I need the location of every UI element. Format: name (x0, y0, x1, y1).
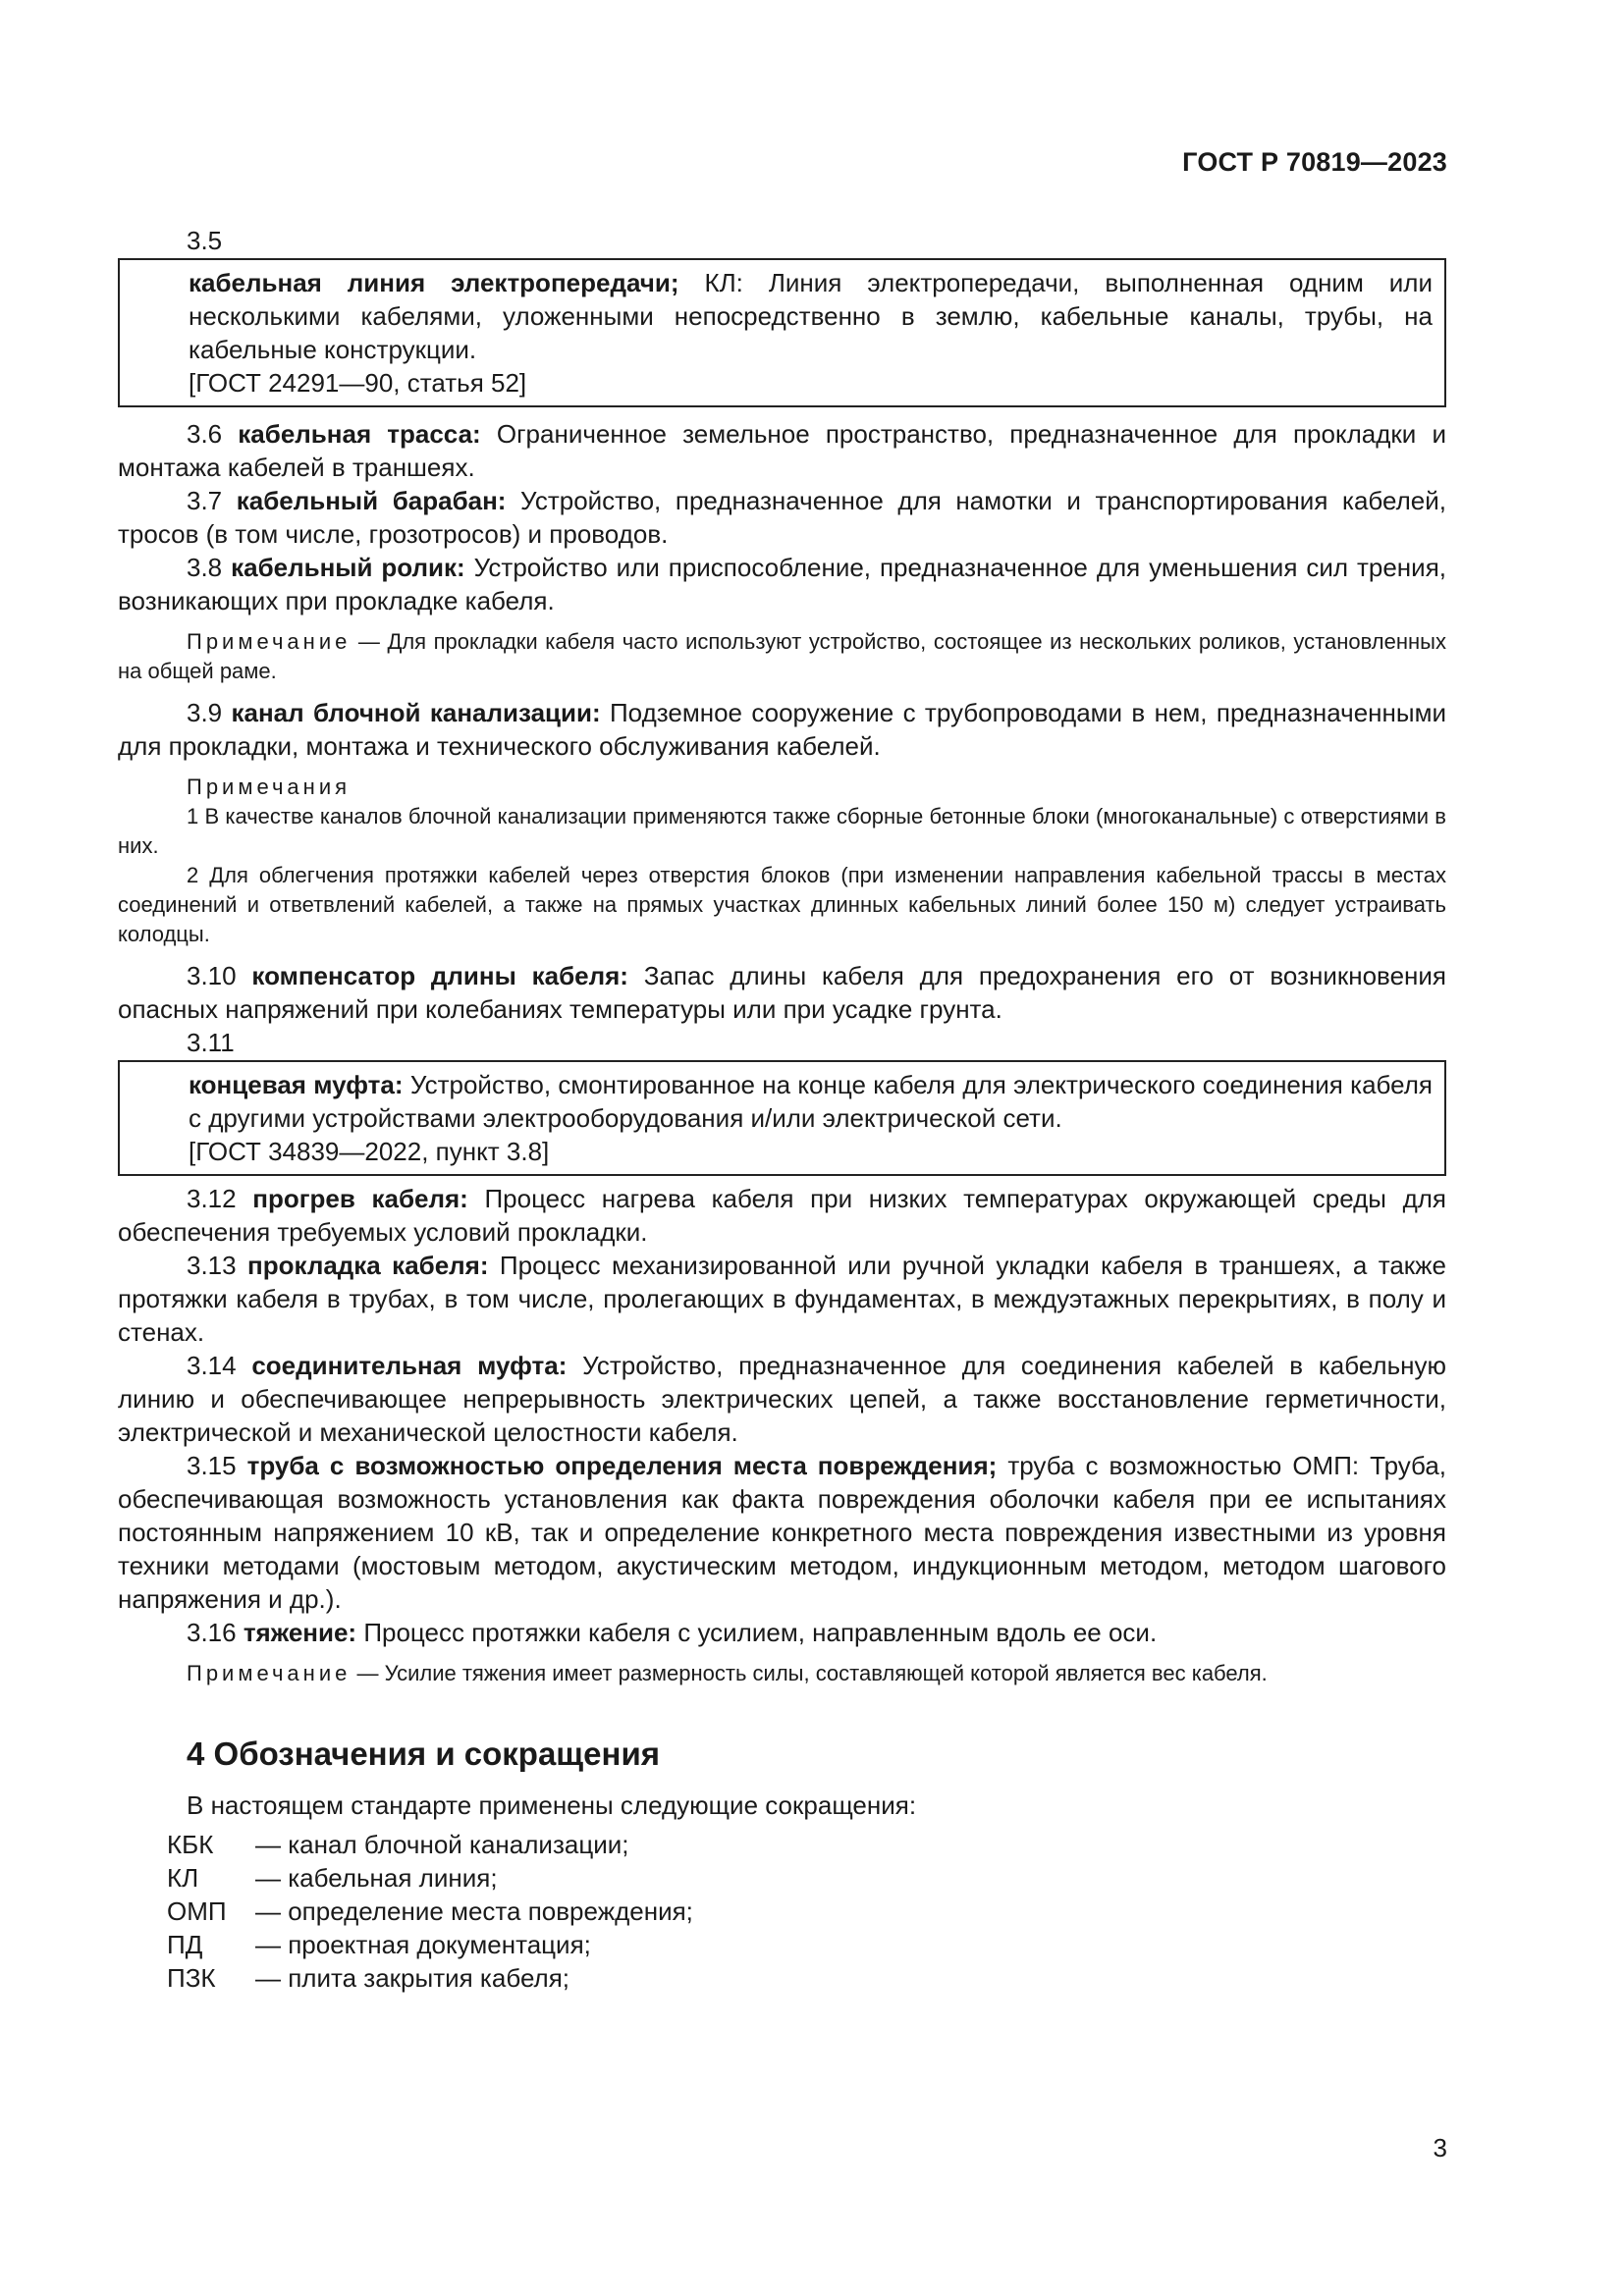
term-definition (118, 484, 1446, 551)
abbreviation-item (118, 1928, 1446, 1961)
note-item: 2 Для облегчения протяжки кабелей через отверстия блоков (при изменении направления кабельной трассы в местах соединений и ответвлений кабелей, а также на прямых участках длинных кабельных линий более 150 м) следует устраивать колодцы. (118, 863, 1446, 946)
definition-text: труба с возможностью ОМП: Труба, обеспечивающая возможность установления как факта повреждения оболочки кабеля при ее испытаниях постоянным напряжением 10 кВ, так и определение конкретного места повреждения известными из уровня техники методами (мостовым методом, акустическим методом, индукционным методом, методом шагового напряжения и др.). (118, 1451, 1447, 1614)
abbreviation-code: ПЗК (167, 1963, 216, 1993)
term-name: кабельный барабан: (236, 486, 507, 515)
notes-label: Примечания (187, 774, 352, 799)
definition-text: Устройство, предназначенное для соединения кабелей в кабельную линию и обеспечивающее непрерывность электрических цепей, а также восстановление герметичности, электрической и механической целостности кабеля. (118, 1351, 1446, 1447)
term-definition (118, 1616, 1446, 1649)
abbreviation-item (118, 1895, 1446, 1928)
notes-block (118, 773, 1446, 949)
term-name: кабельная линия электропередачи; (189, 268, 679, 297)
term-number: 3.8 (187, 553, 232, 582)
section-intro: В настоящем стандарте применены следующие сокращения: (187, 1790, 917, 1820)
term-number: 3.6 (187, 419, 239, 449)
term-number: 3.13 (187, 1251, 248, 1280)
term-definition (118, 1349, 1446, 1449)
document-body (118, 224, 1446, 1995)
section-heading: 4 Обозначения и сокращения (187, 1735, 660, 1772)
abbreviation-item (118, 1961, 1446, 1995)
definition-text: КЛ: Линия электропередачи, выполненная одним или несколькими кабелями, уложенными непосредственно в землю, кабельные каналы, трубы, на кабельные конструкции. (189, 268, 1433, 364)
abbreviation-list (118, 1828, 1446, 1995)
term-name: кабельная трасса: (238, 419, 481, 449)
term-definition (118, 1249, 1446, 1349)
definition-text: Процесс механизированной или ручной укладки кабеля в траншеях, а также протяжки кабеля в трубах, в том числе, пролегающих в фундаментах, в междуэтажных перекрытиях, в полу и стенах. (118, 1251, 1447, 1347)
term-definition (189, 1068, 1433, 1135)
term-definition (118, 551, 1446, 617)
term-name: тяжение: (243, 1618, 357, 1647)
document-header: ГОСТ Р 70819—2023 (1182, 147, 1447, 177)
note-label: Примечание (187, 629, 352, 654)
note (118, 1659, 1446, 1688)
note-text: — Усилие тяжения имеет размерность силы, составляющей которой является вес кабеля. (351, 1661, 1268, 1685)
term-name: канал блочной канализации: (231, 698, 601, 727)
abbreviation-item (118, 1861, 1446, 1895)
term-definition (118, 959, 1446, 1026)
term-number: 3.5 (187, 226, 223, 255)
term-number: 3.9 (187, 698, 232, 727)
abbreviation-code: ПД (167, 1930, 203, 1959)
term-definition (189, 266, 1433, 366)
term-definition (118, 696, 1446, 763)
note-item: 1 В качестве каналов блочной канализации применяются также сборные бетонные блоки (многоканальные) с отверстиями в них. (118, 804, 1446, 858)
definition-text: Устройство или приспособление, предназначенное для уменьшения сил трения, возникающих при прокладке кабеля. (118, 553, 1446, 615)
term-name: прокладка кабеля: (247, 1251, 489, 1280)
quoted-definition-box (118, 1060, 1446, 1176)
term-number: 3.14 (187, 1351, 252, 1380)
source-reference: [ГОСТ 24291—90, статья 52] (189, 368, 527, 398)
definition-text: Подземное сооружение с трубопроводами в нем, предназначенными для прокладки, монтажа и технического обслуживания кабелей. (118, 698, 1446, 761)
term-definition (118, 1449, 1446, 1616)
term-definition (118, 1182, 1446, 1249)
term-number: 3.11 (187, 1028, 235, 1057)
abbreviation-item (118, 1828, 1446, 1861)
abbreviation-code: КЛ (167, 1863, 199, 1893)
abbreviation-code: ОМП (167, 1896, 227, 1926)
definition-text: Запас длины кабеля для предохранения его от возникновения опасных напряжений при колебаниях температуры или при усадке грунта. (118, 961, 1446, 1024)
abbreviation-desc: — кабельная линия; (255, 1863, 498, 1893)
term-definition (118, 417, 1446, 484)
term-name: кабельный ролик: (231, 553, 465, 582)
source-reference: [ГОСТ 34839—2022, пункт 3.8] (189, 1137, 550, 1166)
note-text: — Для прокладки кабеля часто используют устройство, состоящее из нескольких роликов, установленных на общей раме. (118, 629, 1446, 683)
abbreviation-code: КБК (167, 1830, 214, 1859)
term-name: компенсатор длины кабеля: (251, 961, 628, 990)
abbreviation-desc: — определение места повреждения; (255, 1896, 693, 1926)
term-name: концевая муфта: (189, 1070, 404, 1099)
term-number: 3.15 (187, 1451, 247, 1480)
definition-text: Процесс нагрева кабеля при низких температурах окружающей среды для обеспечения требуемых условий прокладки. (118, 1184, 1446, 1247)
term-name: прогрев кабеля: (252, 1184, 468, 1213)
quoted-definition-box (118, 258, 1446, 407)
term-number: 3.10 (187, 961, 252, 990)
note (118, 627, 1446, 686)
definition-text: Процесс протяжки кабеля с усилием, направленным вдоль ее оси. (356, 1618, 1158, 1647)
note-label: Примечание (187, 1661, 352, 1685)
abbreviation-desc: — плита закрытия кабеля; (255, 1963, 570, 1993)
page-number: 3 (1433, 2133, 1447, 2163)
abbreviation-desc: — проектная документация; (255, 1930, 591, 1959)
definition-text: Устройство, смонтированное на конце кабеля для электрического соединения кабеля с другими устройствами электрооборудования и/или электрической сети. (189, 1070, 1433, 1133)
definition-text: Ограниченное земельное пространство, предназначенное для прокладки и монтажа кабелей в траншеях. (118, 419, 1446, 482)
abbreviation-desc: — канал блочной канализации; (255, 1830, 629, 1859)
term-number: 3.7 (187, 486, 237, 515)
term-number: 3.16 (187, 1618, 244, 1647)
term-name: труба с возможностью определения места повреждения; (246, 1451, 998, 1480)
definition-text: Устройство, предназначенное для намотки и транспортирования кабелей, тросов (в том числе, грозотросов) и проводов. (118, 486, 1446, 549)
term-number: 3.12 (187, 1184, 253, 1213)
term-name: соединительная муфта: (251, 1351, 568, 1380)
